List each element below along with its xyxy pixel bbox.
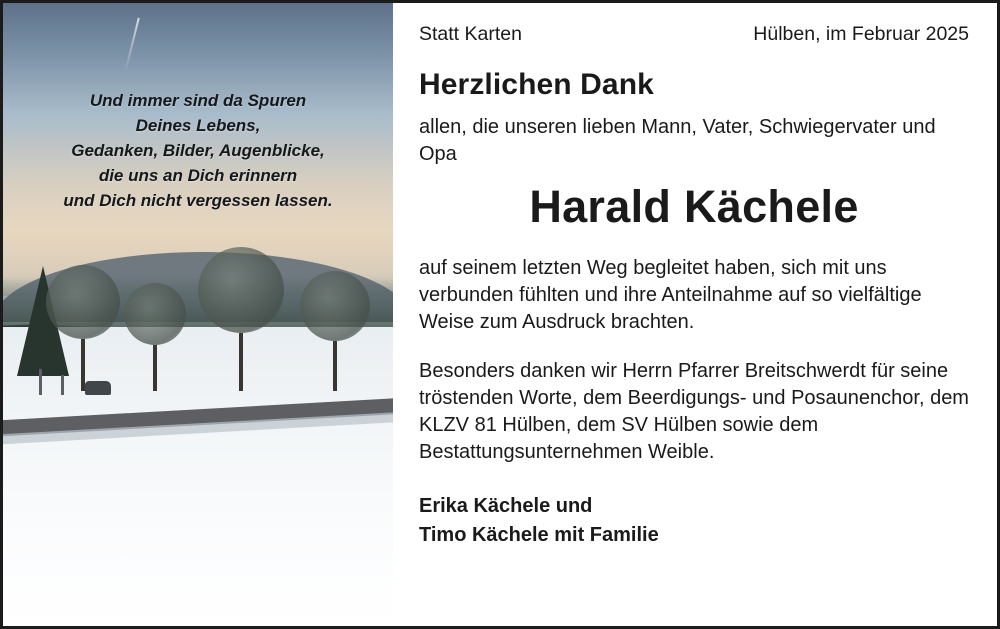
place-and-date: Hülben, im Februar 2025	[753, 23, 969, 45]
body-paragraph-1: auf seinem letzten Weg begleitet haben, sich mit uns verbunden fühlten und ihre Anteilnahme auf so vielfältige Weise zum Ausdruck brachten.	[419, 257, 922, 334]
tree-crown	[46, 265, 120, 339]
body-paragraph-2: Besonders danken wir Herrn Pfarrer Breitschwerdt für seine tröstenden Worte, dem Beerdigungs- und Posaunenchor, dem KLZV 81 Hülben, dem SV Hülben sowie dem Bestattungsunternehmen Weible.	[419, 360, 969, 464]
tree-crown	[300, 271, 370, 341]
instead-of-cards-note: Statt Karten	[419, 23, 522, 45]
tree-crown	[124, 283, 186, 345]
signature-line: Erika Kächele und	[419, 495, 593, 518]
signature-block	[419, 492, 969, 550]
bare-tree	[239, 333, 243, 391]
thank-you-text-panel	[393, 3, 997, 626]
card-header	[419, 23, 969, 46]
bare-tree	[153, 345, 157, 391]
verse-line: die uns an Dich erinnern	[98, 165, 298, 185]
bare-tree	[333, 341, 337, 391]
fence-post	[39, 369, 42, 395]
winter-landscape-photo	[3, 3, 393, 626]
deceased-name: Harald Kächele	[529, 181, 859, 233]
signature-line: Timo Kächele mit Familie	[419, 524, 659, 547]
page-title: Herzlichen Dank	[419, 68, 654, 101]
lead-paragraph: allen, die unseren lieben Mann, Vater, Schwiegervater und Opa	[419, 116, 936, 165]
fence-post	[61, 375, 64, 395]
verse-line: und Dich nicht vergessen lassen.	[63, 190, 333, 210]
memorial-verse	[3, 89, 393, 214]
verse-line: Und immer sind da Spuren	[89, 91, 307, 110]
verse-line: Gedanken, Bilder, Augenblicke,	[71, 140, 325, 160]
verse-line: Deines Lebens,	[135, 115, 261, 135]
tree-crown	[198, 247, 284, 333]
parked-car	[85, 381, 111, 395]
